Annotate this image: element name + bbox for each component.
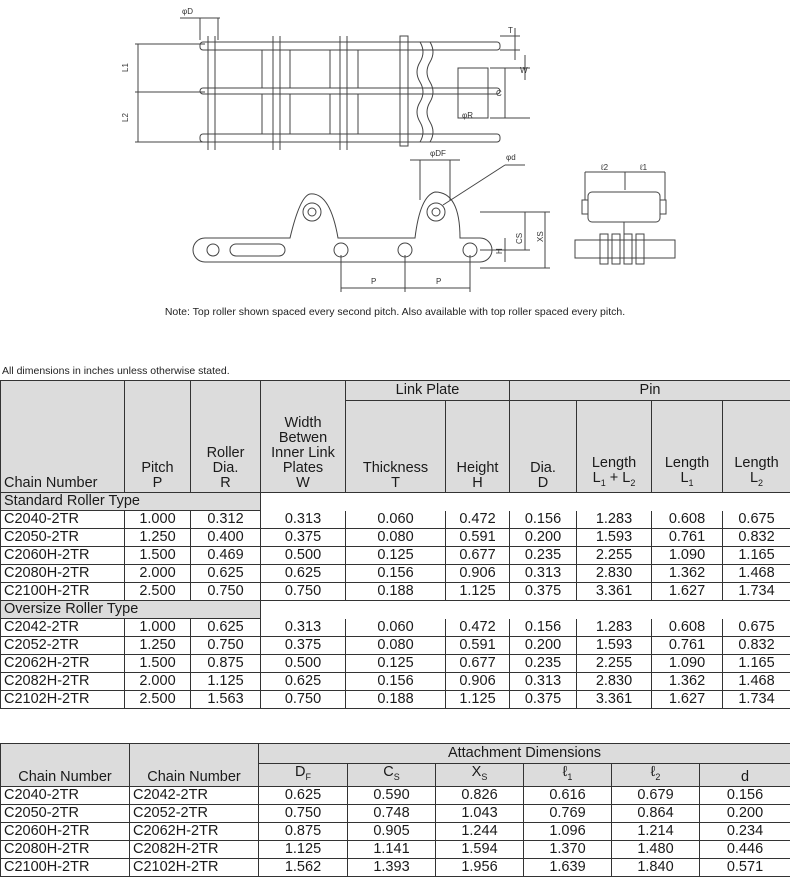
value-cell: 0.400 — [191, 529, 261, 547]
header-cs: $C_S$ — [348, 764, 436, 787]
section-header — [1, 493, 790, 511]
chain-number-cell: C2062H-2TR — [130, 822, 259, 840]
value-cell: 1.734 — [723, 583, 790, 601]
table-row — [1, 840, 790, 858]
value-cell: 0.864 — [612, 804, 700, 822]
value-cell: 0.500 — [261, 547, 346, 565]
value-cell: 1.593 — [577, 637, 652, 655]
value-cell: 1.627 — [652, 583, 723, 601]
value-cell: 1.283 — [577, 619, 652, 637]
chain-number-cell: C2080H-2TR — [1, 565, 125, 583]
value-cell: 0.905 — [348, 822, 436, 840]
chain-number-cell: C2050-2TR — [1, 804, 130, 822]
value-cell: 1.000 — [125, 619, 191, 637]
value-cell: 0.590 — [348, 786, 436, 804]
section-spacer — [261, 601, 790, 619]
value-cell: 0.472 — [446, 511, 510, 529]
header-pin-dia: Dia. D — [510, 401, 577, 493]
value-cell: 0.188 — [346, 583, 446, 601]
chain-number-cell: C2060H-2TR — [1, 822, 130, 840]
header-l1: ℓ$_1$ — [524, 764, 612, 787]
value-cell: 0.060 — [346, 619, 446, 637]
value-cell: 0.235 — [510, 655, 577, 673]
value-cell: 0.235 — [510, 547, 577, 565]
header-height: Height H — [446, 401, 510, 493]
value-cell: 2.830 — [577, 565, 652, 583]
value-cell: 1.500 — [125, 547, 191, 565]
label-l1-end: ℓ1 — [640, 163, 648, 172]
value-cell: 0.312 — [191, 511, 261, 529]
value-cell: 0.769 — [524, 804, 612, 822]
label-p2: P — [436, 277, 442, 286]
header-chain-number-standard: Chain Number — [1, 744, 130, 787]
value-cell: 0.472 — [446, 619, 510, 637]
value-cell: 2.500 — [125, 583, 191, 601]
value-cell: 0.156 — [510, 511, 577, 529]
value-cell: 1.125 — [446, 583, 510, 601]
label-phid-top: φD — [182, 7, 193, 16]
value-cell: 0.156 — [510, 619, 577, 637]
header-length-l2: Length $L_2$ — [723, 401, 790, 493]
header-thickness: Thickness T — [346, 401, 446, 493]
section-title: Oversize Roller Type — [1, 601, 261, 619]
header-length-l1: Length $L_1$ — [652, 401, 723, 493]
value-cell: 1.593 — [577, 529, 652, 547]
value-cell: 0.608 — [652, 511, 723, 529]
header-df: $D_F$ — [259, 764, 348, 787]
value-cell: 1.594 — [436, 840, 524, 858]
value-cell: 0.571 — [700, 858, 790, 876]
value-cell: 0.500 — [261, 655, 346, 673]
value-cell: 1.362 — [652, 673, 723, 691]
value-cell: 1.125 — [446, 691, 510, 709]
table-row — [1, 691, 790, 709]
chain-number-cell: C2062H-2TR — [1, 655, 125, 673]
attachment-dimensions-table — [0, 743, 790, 877]
value-cell: 0.750 — [191, 637, 261, 655]
value-cell: 1.000 — [125, 511, 191, 529]
table-row — [1, 583, 790, 601]
value-cell: 1.165 — [723, 655, 790, 673]
value-cell: 0.313 — [261, 511, 346, 529]
chain-dimensions-table — [0, 380, 790, 709]
value-cell: 0.313 — [510, 673, 577, 691]
value-cell: 0.125 — [346, 547, 446, 565]
value-cell: 1.165 — [723, 547, 790, 565]
value-cell: 3.361 — [577, 583, 652, 601]
table-row — [1, 529, 790, 547]
value-cell: 0.906 — [446, 565, 510, 583]
chain-drawing — [0, 0, 790, 300]
value-cell: 2.500 — [125, 691, 191, 709]
value-cell: 0.625 — [191, 619, 261, 637]
table-row — [1, 804, 790, 822]
label-phidf: φDF — [430, 149, 446, 158]
value-cell: 0.200 — [510, 529, 577, 547]
top-view — [135, 18, 530, 150]
value-cell: 3.361 — [577, 691, 652, 709]
value-cell: 0.875 — [191, 655, 261, 673]
value-cell: 1.734 — [723, 691, 790, 709]
label-l2: L2 — [121, 113, 130, 122]
chain-number-cell: C2082H-2TR — [130, 840, 259, 858]
value-cell: 1.250 — [125, 637, 191, 655]
value-cell: 0.375 — [261, 637, 346, 655]
table-row — [1, 786, 790, 804]
chain-number-cell: C2050-2TR — [1, 529, 125, 547]
label-l1: L1 — [121, 63, 130, 72]
label-xs: XS — [536, 231, 545, 242]
chain-number-cell: C2102H-2TR — [1, 691, 125, 709]
value-cell: 1.956 — [436, 858, 524, 876]
value-cell: 0.675 — [723, 511, 790, 529]
side-view — [193, 160, 550, 292]
header-length-total: Length $L_1 + L_2$ — [577, 401, 652, 493]
value-cell: 0.677 — [446, 655, 510, 673]
label-phid: φd — [506, 153, 516, 162]
table-row — [1, 637, 790, 655]
value-cell: 0.750 — [191, 583, 261, 601]
table-row — [1, 822, 790, 840]
drawing-note: Note: Top roller shown spaced every second pitch. Also available with top roller spaced every pitch. — [164, 306, 626, 318]
value-cell: 1.096 — [524, 822, 612, 840]
header-xs: $X_S$ — [436, 764, 524, 787]
chain-number-cell: C2052-2TR — [1, 637, 125, 655]
value-cell: 1.125 — [191, 673, 261, 691]
table-row — [1, 858, 790, 876]
header-chain-number-oversize: Chain Number — [130, 744, 259, 787]
value-cell: 0.080 — [346, 529, 446, 547]
value-cell: 0.679 — [612, 786, 700, 804]
table-row — [1, 565, 790, 583]
value-cell: 1.468 — [723, 565, 790, 583]
value-cell: 0.446 — [700, 840, 790, 858]
value-cell: 0.625 — [261, 565, 346, 583]
value-cell: 0.375 — [510, 583, 577, 601]
value-cell: 0.750 — [261, 583, 346, 601]
value-cell: 0.375 — [261, 529, 346, 547]
value-cell: 1.840 — [612, 858, 700, 876]
value-cell: 0.188 — [346, 691, 446, 709]
value-cell: 0.677 — [446, 547, 510, 565]
units-note: All dimensions in inches unless otherwise stated. — [2, 365, 230, 377]
value-cell: 1.562 — [259, 858, 348, 876]
header-l2: ℓ$_2$ — [612, 764, 700, 787]
chain-number-cell: C2102H-2TR — [130, 858, 259, 876]
value-cell: 0.625 — [259, 786, 348, 804]
value-cell: 1.250 — [125, 529, 191, 547]
section-spacer — [261, 493, 790, 511]
value-cell: 1.370 — [524, 840, 612, 858]
header-width: Width Betwen Inner Link Plates W — [261, 381, 346, 493]
value-cell: 0.832 — [723, 637, 790, 655]
end-view — [575, 172, 675, 264]
value-cell: 0.750 — [261, 691, 346, 709]
value-cell: 1.468 — [723, 673, 790, 691]
value-cell: 0.060 — [346, 511, 446, 529]
section-header — [1, 601, 790, 619]
label-p1: P — [371, 277, 377, 286]
value-cell: 2.255 — [577, 547, 652, 565]
value-cell: 0.616 — [524, 786, 612, 804]
value-cell: 0.761 — [652, 637, 723, 655]
label-h: H — [495, 248, 504, 254]
value-cell: 0.675 — [723, 619, 790, 637]
value-cell: 0.313 — [510, 565, 577, 583]
value-cell: 0.200 — [700, 804, 790, 822]
value-cell: 0.313 — [261, 619, 346, 637]
header-roller-dia: Roller Dia. R — [191, 381, 261, 493]
value-cell: 2.000 — [125, 565, 191, 583]
chain-number-cell: C2042-2TR — [130, 786, 259, 804]
label-l2-end: ℓ2 — [601, 163, 609, 172]
group-attachment-dimensions: Attachment Dimensions — [259, 744, 790, 764]
group-pin: Pin — [510, 381, 790, 401]
chain-number-cell: C2100H-2TR — [1, 583, 125, 601]
value-cell: 1.480 — [612, 840, 700, 858]
value-cell: 1.090 — [652, 655, 723, 673]
value-cell: 1.141 — [348, 840, 436, 858]
table-row — [1, 673, 790, 691]
label-c: C — [496, 89, 502, 98]
value-cell: 0.750 — [259, 804, 348, 822]
value-cell: 1.244 — [436, 822, 524, 840]
table-row — [1, 511, 790, 529]
value-cell: 0.156 — [346, 673, 446, 691]
value-cell: 0.375 — [510, 691, 577, 709]
value-cell: 0.234 — [700, 822, 790, 840]
value-cell: 1.393 — [348, 858, 436, 876]
label-w: W — [520, 66, 528, 75]
value-cell: 1.043 — [436, 804, 524, 822]
value-cell: 1.627 — [652, 691, 723, 709]
value-cell: 0.748 — [348, 804, 436, 822]
value-cell: 0.875 — [259, 822, 348, 840]
value-cell: 0.591 — [446, 529, 510, 547]
value-cell: 0.469 — [191, 547, 261, 565]
label-cs: CS — [515, 232, 524, 244]
value-cell: 0.156 — [700, 786, 790, 804]
value-cell: 0.591 — [446, 637, 510, 655]
header-chain-number: Chain Number — [1, 381, 125, 493]
table-row — [1, 619, 790, 637]
value-cell: 2.000 — [125, 673, 191, 691]
chain-number-cell: C2100H-2TR — [1, 858, 130, 876]
value-cell: 0.608 — [652, 619, 723, 637]
label-t: T — [508, 26, 513, 35]
chain-number-cell: C2060H-2TR — [1, 547, 125, 565]
table-row — [1, 547, 790, 565]
value-cell: 0.200 — [510, 637, 577, 655]
label-phir: φR — [462, 111, 473, 120]
chain-number-cell: C2042-2TR — [1, 619, 125, 637]
value-cell: 1.362 — [652, 565, 723, 583]
value-cell: 0.625 — [261, 673, 346, 691]
chain-number-cell: C2082H-2TR — [1, 673, 125, 691]
value-cell: 0.156 — [346, 565, 446, 583]
section-title: Standard Roller Type — [1, 493, 261, 511]
chain-number-cell: C2080H-2TR — [1, 840, 130, 858]
value-cell: 2.255 — [577, 655, 652, 673]
value-cell: 1.214 — [612, 822, 700, 840]
value-cell: 0.832 — [723, 529, 790, 547]
chain-number-cell: C2052-2TR — [130, 804, 259, 822]
value-cell: 0.080 — [346, 637, 446, 655]
value-cell: 1.090 — [652, 547, 723, 565]
value-cell: 1.500 — [125, 655, 191, 673]
value-cell: 1.639 — [524, 858, 612, 876]
header-pitch: Pitch P — [125, 381, 191, 493]
value-cell: 0.625 — [191, 565, 261, 583]
table-row — [1, 655, 790, 673]
value-cell: 0.761 — [652, 529, 723, 547]
group-link-plate: Link Plate — [346, 381, 510, 401]
chain-number-cell: C2040-2TR — [1, 786, 130, 804]
chain-number-cell: C2040-2TR — [1, 511, 125, 529]
value-cell: 0.906 — [446, 673, 510, 691]
value-cell: 1.283 — [577, 511, 652, 529]
value-cell: 2.830 — [577, 673, 652, 691]
value-cell: 1.563 — [191, 691, 261, 709]
value-cell: 0.826 — [436, 786, 524, 804]
header-d: d — [700, 764, 790, 787]
value-cell: 1.125 — [259, 840, 348, 858]
value-cell: 0.125 — [346, 655, 446, 673]
